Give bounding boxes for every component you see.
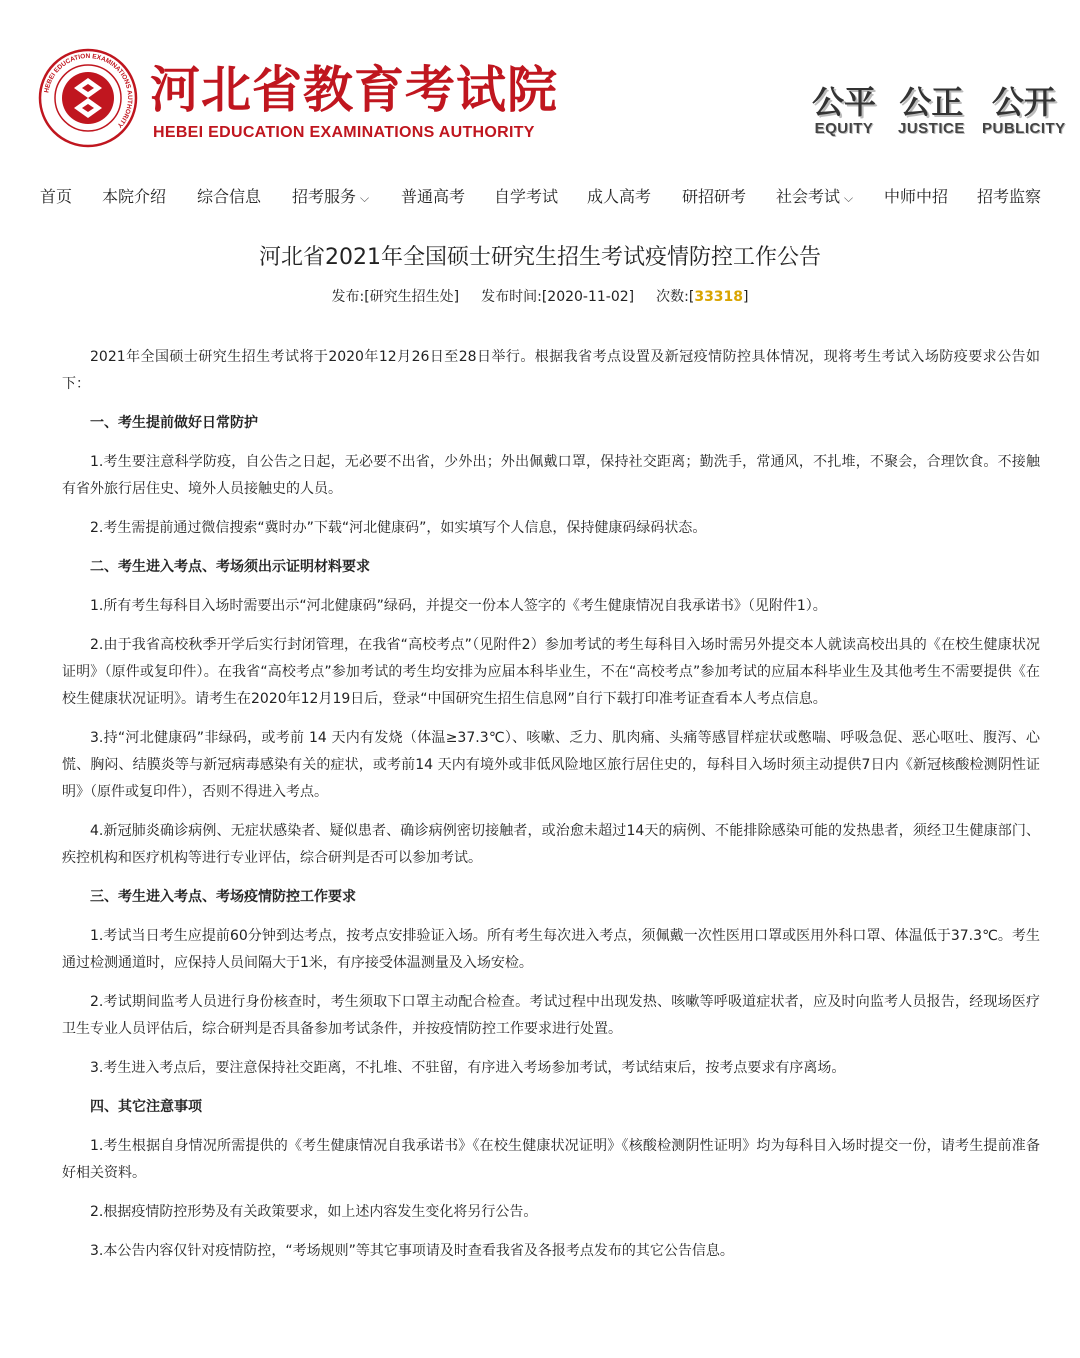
main-nav <box>0 182 1080 212</box>
article-intro: 2021年全国硕士研究生招生考试将于2020年12月26日至28日举行。根据我省考点设置及新冠疫情防控具体情况，现将考生考试入场防疫要求公告如下： <box>62 349 1040 392</box>
article-body <box>62 344 1040 1277</box>
section-heading: 一、考生提前做好日常防护 <box>90 415 258 431</box>
article-paragraph: 3.本公告内容仅针对疫情防控，“考场规则”等其它事项请及时查看我省及各报考点发布的其它公告信息。 <box>90 1243 734 1259</box>
nav-item-gaokao[interactable] <box>401 182 465 212</box>
article-paragraph: 2.考生需提前通过微信搜索“冀时办”下载“河北健康码”，如实填写个人信息，保持健康码绿码状态。 <box>90 520 707 536</box>
article-paragraph: 3.持“河北健康码”非绿码，或考前 14 天内有发烧（体温≥37.3℃）、咳嗽、乏力、肌肉痛、头痛等感冒样症状或憋喘、呼吸急促、恶心呕吐、腹泻、心慌、胸闷、结膜炎等与新冠病毒感染有关的症状，或考前14 天内有境外或非低风险地区旅行居住史的，每科目入场时须主动提供7日内《新冠核酸检测阴性证明》（原件或复印件），否则不得进入考点。 <box>62 730 1040 800</box>
section-heading: 三、考生进入考点、考场疫情防控工作要求 <box>90 889 356 905</box>
nav-item-label: 自学考试 <box>494 187 559 206</box>
article-paragraph: 1.考生要注意科学防疫，自公告之日起，无必要不出省，少外出；外出佩戴口罩，保持社交距离；勤洗手，常通风，不扎堆，不聚会，合理饮食。不接触有省外旅行居住史、境外人员接触史的人员。 <box>62 454 1040 497</box>
motto-en: EQUITY <box>814 120 874 137</box>
motto-equity <box>812 84 876 138</box>
views-bracket-close: ] <box>743 289 749 305</box>
publisher-value: [研究生招生处] <box>364 289 460 305</box>
publisher-label: 发布: <box>331 289 365 305</box>
nav-item-social-exam[interactable] <box>776 182 853 213</box>
nav-item-label: 首页 <box>40 187 73 206</box>
views-label: 次数: <box>656 289 689 305</box>
site-logo-chinese[interactable]: 河北省教育考试院 <box>150 61 558 119</box>
chevron-down-icon: ⌵ <box>844 191 854 205</box>
nav-item-label: 本院介绍 <box>102 187 167 206</box>
site-header <box>0 0 1080 170</box>
article-paragraph: 1.考试当日考生应提前60分钟到达考点，按考点安排验证入场。所有考生每次进入考点，须佩戴一次性医用口罩或医用外科口罩、体温低于37.3℃。考生通过检测通道时，应保持人员间隔大于1米，有序接受体温测量及入场安检。 <box>62 928 1040 971</box>
views-count: 33318 <box>694 289 744 305</box>
nav-item-label: 研招研考 <box>682 187 747 206</box>
date-label: 发布时间: <box>481 289 542 305</box>
motto-en: PUBLICITY <box>982 120 1066 137</box>
nav-item-label: 综合信息 <box>197 187 262 206</box>
section-heading: 四、其它注意事项 <box>90 1099 202 1115</box>
motto-justice <box>898 84 965 138</box>
section-heading: 二、考生进入考点、考场须出示证明材料要求 <box>90 559 370 575</box>
seal-logo-icon <box>38 48 138 148</box>
nav-item-label: 招考服务 <box>292 187 357 206</box>
motto-cn: 公平 <box>812 83 877 121</box>
nav-item-secondary[interactable] <box>884 182 948 212</box>
article-paragraph: 2.由于我省高校秋季开学后实行封闭管理，在我省“高校考点”（见附件2）参加考试的考生每科目入场时需另外提交本人就读高校出具的《在校生健康状况证明》（原件或复印件）。在我省“高校考点”参加考试的考生均安排为应届本科毕业生，不在“高校考点”参加考试的应届本科毕业生及其他考生不需要提供《在校生健康状况证明》。请考生在2020年12月19日后，登录“中国研究生招生信息网”自行下载打印准考证查看本人考点信息。 <box>62 637 1040 707</box>
nav-item-label: 普通高考 <box>401 187 466 206</box>
nav-item-label: 成人高考 <box>587 187 652 206</box>
article-meta <box>0 286 1080 308</box>
nav-item-label: 社会考试 <box>776 187 841 206</box>
site-logo-english[interactable]: HEBEI EDUCATION EXAMINATIONS AUTHORITY <box>153 124 535 141</box>
chevron-down-icon: ⌵ <box>360 191 370 205</box>
nav-item-exam-services[interactable] <box>292 182 369 213</box>
article-paragraph: 4.新冠肺炎确诊病例、无症状感染者、疑似患者、确诊病例密切接触者，或治愈未超过14天的病例、不能排除感染可能的发热患者，须经卫生健康部门、疾控机构和医疗机构等进行专业评估，综合研判是否可以参加考试。 <box>62 823 1040 866</box>
nav-item-label: 中师中招 <box>884 187 949 206</box>
date-value: [2020-11-02] <box>541 289 635 305</box>
nav-item-self-study[interactable] <box>494 182 558 212</box>
motto-cn: 公正 <box>899 83 964 121</box>
motto-cn: 公开 <box>991 83 1056 121</box>
article-paragraph: 1.考生根据自身情况所需提供的《考生健康情况自我承诺书》《在校生健康状况证明》《核酸检测阴性证明》均为每科目入场时提交一份，请考生提前准备好相关资料。 <box>62 1138 1040 1181</box>
article-paragraph: 3.考生进入考点后，要注意保持社交距离，不扎堆、不驻留，有序进入考场参加考试，考试结束后，按考点要求有序离场。 <box>90 1060 846 1076</box>
nav-item-about[interactable] <box>102 182 166 212</box>
article-paragraph: 1.所有考生每科目入场时需要出示“河北健康码”绿码，并提交一份本人签字的《考生健康情况自我承诺书》（见附件1）。 <box>90 598 827 614</box>
nav-item-supervision[interactable] <box>977 182 1041 212</box>
svg-text:HEBEI EDUCATION EXAMINATIONS A: HEBEI EDUCATION EXAMINATIONS AUTHORITY <box>43 52 134 129</box>
nav-item-general-info[interactable] <box>197 182 261 212</box>
article-title: 河北省2021年全国硕士研究生招生考试疫情防控工作公告 <box>259 245 821 270</box>
views-bracket-open: [ <box>688 289 695 305</box>
nav-item-adult-exam[interactable] <box>587 182 651 212</box>
nav-item-home[interactable] <box>40 182 72 212</box>
motto-publicity <box>982 84 1066 138</box>
nav-item-graduate[interactable] <box>682 182 746 212</box>
article-paragraph: 2.考试期间监考人员进行身份核查时，考生须取下口罩主动配合检查。考试过程中出现发热、咳嗽等呼吸道症状者，应及时向监考人员报告，经现场医疗卫生专业人员评估后，综合研判是否具备参加考试条件，并按疫情防控工作要求进行处置。 <box>62 994 1040 1037</box>
motto-en: JUSTICE <box>898 120 965 137</box>
nav-item-label: 招考监察 <box>977 187 1042 206</box>
article-paragraph: 2.根据疫情防控形势及有关政策要求，如上述内容发生变化将另行公告。 <box>90 1204 538 1220</box>
